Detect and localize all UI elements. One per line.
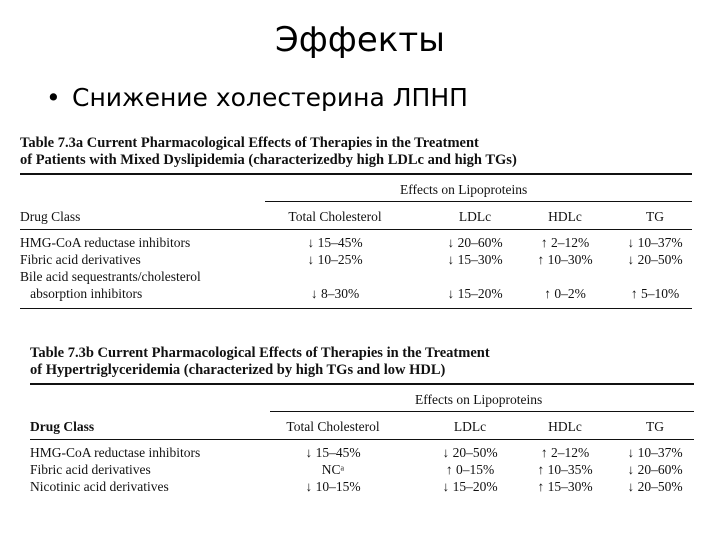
hdlc-cell: ↑ 2–12% xyxy=(540,445,590,460)
ldlc-cell: ↓ 15–30% xyxy=(447,252,503,267)
table-header-row xyxy=(20,205,692,229)
divider xyxy=(265,201,692,202)
header-drug-class: Drug Class xyxy=(20,209,81,224)
divider xyxy=(270,411,694,412)
tg-cell: ↓ 20–60% xyxy=(627,462,683,477)
table-row xyxy=(20,251,692,268)
bullet-item xyxy=(46,80,468,116)
hdlc-cell: ↑ 10–30% xyxy=(537,252,593,267)
drug-class-cell: Bile acid sequestrants/cholesterol xyxy=(20,269,201,284)
table-row xyxy=(30,461,694,478)
total-cholesterol-cell: ↓ 15–45% xyxy=(307,235,363,250)
header-ldlc: LDLc xyxy=(453,419,487,434)
header-hdlc: HDLc xyxy=(548,419,582,434)
bullet-text: Снижение холестерина ЛПНП xyxy=(72,83,468,112)
hdlc-cell: ↑ 15–30% xyxy=(537,479,593,494)
effects-on-lipoproteins-label: Effects on Lipoproteins xyxy=(400,182,528,197)
table-header-row xyxy=(30,415,694,439)
total-cholesterol-cell: NCᵃ xyxy=(321,462,345,477)
drug-class-cell: HMG-CoA reductase inhibitors xyxy=(30,445,201,460)
total-cholesterol-cell: ↓ 10–25% xyxy=(307,252,363,267)
total-cholesterol-cell: ↓ 8–30% xyxy=(310,286,360,301)
table-row xyxy=(20,234,692,251)
ldlc-cell: ↑ 0–15% xyxy=(445,462,495,477)
hdlc-cell: ↑ 2–12% xyxy=(540,235,590,250)
table-caption-line1: Table 7.3b Current Pharmacological Effects of Therapies in the Treatment xyxy=(30,345,490,361)
hdlc-cell: ↑ 10–35% xyxy=(537,462,593,477)
drug-class-cell: HMG-CoA reductase inhibitors xyxy=(20,235,191,250)
table-caption-line2: of Patients with Mixed Dyslipidemia (characterizedby high LDLc and high TGs) xyxy=(20,152,517,168)
hdlc-cell: ↑ 0–2% xyxy=(544,286,586,301)
tg-cell: ↑ 5–10% xyxy=(630,286,680,301)
header-tg: TG xyxy=(646,419,664,434)
table-caption-line1: Table 7.3a Current Pharmacological Effects of Therapies in the Treatment xyxy=(20,135,479,151)
table-7-3a xyxy=(20,135,692,309)
drug-class-cell: Fibric acid derivatives xyxy=(30,462,151,477)
ldlc-cell: ↓ 20–50% xyxy=(442,445,498,460)
table-7-3b xyxy=(30,345,694,495)
header-drug-class: Drug Class xyxy=(30,419,95,434)
tg-cell: ↓ 20–50% xyxy=(627,479,683,494)
effects-on-lipoproteins-label: Effects on Lipoproteins xyxy=(415,392,543,407)
table-row xyxy=(30,444,694,461)
ldlc-cell: ↓ 15–20% xyxy=(447,286,503,301)
drug-class-cell: Nicotinic acid derivatives xyxy=(30,479,169,494)
divider xyxy=(20,308,692,309)
tg-cell: ↓ 10–37% xyxy=(627,445,683,460)
bullet-marker: • xyxy=(46,83,61,112)
slide-title: Эффекты xyxy=(275,20,445,60)
table-row xyxy=(20,285,692,302)
tg-cell: ↓ 20–50% xyxy=(627,252,683,267)
total-cholesterol-cell: ↓ 10–15% xyxy=(305,479,361,494)
table-caption-line2: of Hypertriglyceridemia (characterized by high TGs and low HDL) xyxy=(30,362,446,378)
table-row xyxy=(20,268,692,285)
ldlc-cell: ↓ 20–60% xyxy=(447,235,503,250)
header-total-cholesterol: Total Cholesterol xyxy=(286,419,380,434)
header-ldlc: LDLc xyxy=(458,209,492,224)
ldlc-cell: ↓ 15–20% xyxy=(442,479,498,494)
table-row xyxy=(30,478,694,495)
total-cholesterol-cell: ↓ 15–45% xyxy=(305,445,361,460)
header-tg: TG xyxy=(646,209,664,224)
header-hdlc: HDLc xyxy=(548,209,582,224)
tg-cell: ↓ 10–37% xyxy=(627,235,683,250)
drug-class-cell: absorption inhibitors xyxy=(20,286,143,301)
drug-class-cell: Fibric acid derivatives xyxy=(20,252,141,267)
header-total-cholesterol: Total Cholesterol xyxy=(288,209,382,224)
